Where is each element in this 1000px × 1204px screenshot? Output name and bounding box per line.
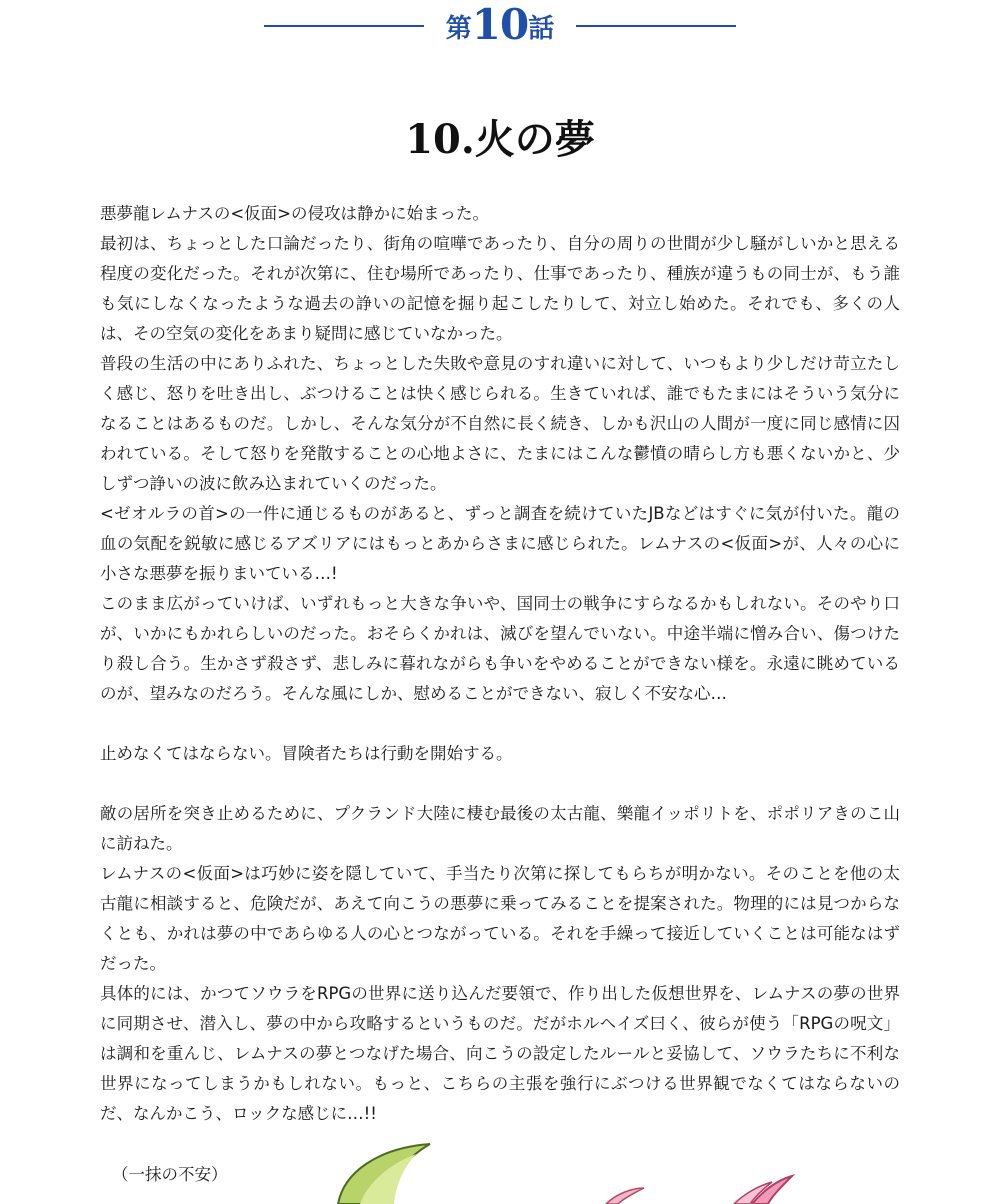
story-paragraph-8: レムナスの<仮面>は巧妙に姿を隠していて、手当たり次第に探してもらちが明かない。そのことを他の太古龍に相談すると、危険だが、あえて向こうの悪夢に乗ってみることを提案された。物理的には見つからなくとも、かれは夢の中であらゆる人の心とつながっている。それを手繰って接近していくことは可能なはずだった。 <box>100 864 900 973</box>
chapter-prefix: 第 <box>445 14 472 44</box>
illustration-caption: （一抹の不安） <box>112 1165 228 1184</box>
story-paragraph-1: 悪夢龍レムナスの<仮面>の侵攻は静かに始まった。 <box>100 204 490 223</box>
story-paragraph-9: 具体的には、かつてソウラをRPGの世界に送り込んだ要領で、作り出した仮想世界を、レムナスの夢の世界に同期させ、潜入し、夢の中から攻略するというものだ。だがホルヘイズ曰く、彼らが使う「RPGの呪文」は調和を重んじ、レムナスの夢とつなげた場合、向こうの設定したルールと妥協して、ソウラたちに不利な世界になってしまうかもしれない。もっと、こちらの主張を強行にぶつける世界観でなくてはならないのだ、なんかこう、ロックな感じに…!! <box>100 984 901 1123</box>
pink-ribbon-shape <box>606 1188 644 1204</box>
story-body <box>100 199 900 1129</box>
dragon-illustration <box>320 1138 800 1204</box>
chapter-divider-right <box>576 25 736 27</box>
story-paragraph-2: 最初は、ちょっとした口論だったり、街角の喧嘩であったり、自分の周りの世間が少し騒がしいかと思える程度の変化だった。それが次第に、住む場所であったり、仕事であったり、種族が違うもの同士が、もう誰も気にしなくなったような過去の諍いの記憶を掘り起こしたりして、対立し始めた。それでも、多くの人は、その空気の変化をあまり疑問に感じていなかった。 <box>100 234 900 343</box>
story-paragraph-7: 敵の居所を突き止めるために、プクランド大陸に棲む最後の太古龍、樂龍イッポリトを、ポポリアきのこ山に訪ねた。 <box>100 804 900 853</box>
chapter-number: 10 <box>471 0 529 49</box>
chapter-label <box>0 0 1000 59</box>
story-paragraph-4: <ゼオルラの首>の一件に通じるものがあると、ずっと調査を続けていたJBなどはすぐに気が付いた。龍の血の気配を鋭敏に感じるアズリアにはもっとあからさまに感じられた。レムナスの<仮面>が、人々の心に小さな悪夢を振りまいている…! <box>100 504 900 583</box>
story-paragraph-5: このまま広がっていけば、いずれもっと大きな争いや、国同士の戦争にすらなるかもしれない。そのやり口が、いかにもかれらしいのだった。おそらくかれは、滅びを望んでいない。中途半端に憎み合い、傷つけたり殺し合う。生かさず殺さず、悲しみに暮れながらも争いをやめることができない様を。永遠に眺めているのが、望みなのだろう。そんな風にしか、慰めることができない、寂しく不安な心… <box>100 594 901 703</box>
story-paragraph-6: 止めなくてはならない。冒険者たちは行動を開始する。 <box>100 744 513 763</box>
chapter-header <box>0 0 1000 56</box>
episode-title: 10.火の夢 <box>405 116 595 163</box>
story-paragraph-3: 普段の生活の中にありふれた、ちょっとした失敗や意見のすれ違いに対して、いつもより少しだけ苛立たしく感じ、怒りを吐き出し、ぶつけることは快く感じられる。生きていれば、誰でもたまにはそういう気分になることはあるものだ。しかし、そんな気分が不自然に長く続き、しかも沢山の人間が一度に同じ感情に囚われている。そして怒りを発散することの心地よさに、たまにはこんな鬱憤の晴らし方も悪くないかと、少しずつ諍いの波に飲み込まれていくのだった。 <box>100 354 901 493</box>
chapter-suffix: 話 <box>528 14 555 44</box>
